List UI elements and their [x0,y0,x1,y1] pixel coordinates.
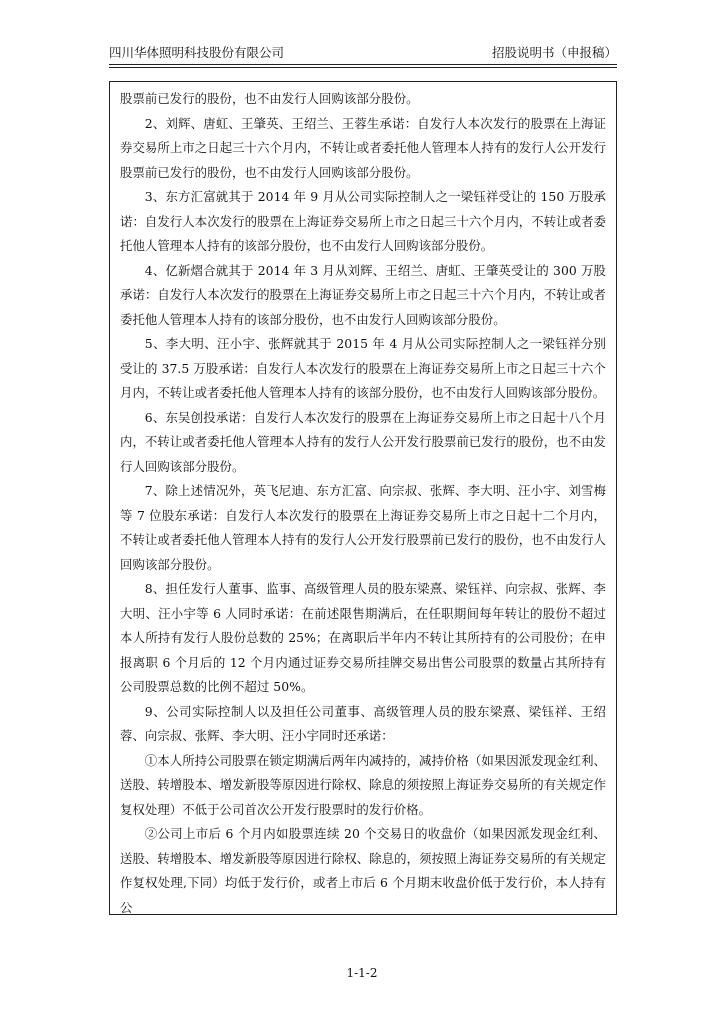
content-box [109,81,617,915]
paragraph: 7、除上述情况外，英飞尼迪、东方汇富、向宗叔、张辉、李大明、汪小宇、刘雪梅等 7 位股东承诺：自发行人本次发行的股票在上海证券交易所上市之日起十二个月内，不转让或者委托他人管理本人持有的发行人公开发行股票前已发行的股份，也不由发行人回购该部分股份。 [120,483,606,572]
page-number: 1-1-2 [346,966,378,980]
content-body [120,87,606,915]
paragraph: ②公司上市后 6 个月内如股票连续 20 个交易日的收盘价（如果因派发现金红利、送股、转增股本、增发新股等原因进行除权、除息的，须按照上海证券交易所的有关规定作复权处理,下同）均低于发行价，或者上市后 6 个月期末收盘价低于发行价，本人持有公 [120,826,606,915]
header-rule-top [109,64,617,65]
paragraph: ①本人所持公司股票在锁定期满后两年内减持的，减持价格（如果因派发现金红利、送股、转增股本、增发新股等原因进行除权、除息的须按照上海证券交易所的有关规定作复权处理）不低于公司首次公开发行股票时的发行价格。 [120,752,606,817]
header-company-name: 四川华体照明科技股份有限公司 [109,45,285,60]
paragraph: 3、东方汇富就其于 2014 年 9 月从公司实际控制人之一梁钰祥受让的 150 万股承诺：自发行人本次发行的股票在上海证券交易所上市之日起三十六个月内，不转让或者委托他人管理本人持有的该部分股份，也不由发行人回购该部分股份。 [120,189,606,253]
page-header [109,44,617,62]
paragraph: 2、刘辉、唐虹、王肇英、王绍兰、王蓉生承诺：自发行人本次发行的股票在上海证券交易所上市之日起三十六个月内，不转让或者委托他人管理本人持有的发行人公开发行股票前已发行的股份，也不由发行人回购该部分股份。 [120,115,606,180]
paragraph: 4、亿新熠合就其于 2014 年 3 月从刘辉、王绍兰、唐虹、王肇英受让的 300 万股承诺：自发行人本次发行的股票在上海证券交易所上市之日起三十六个月内，不转让或者委托他人管理本人持有的该部分股份，也不由发行人回购该部分股份。 [120,262,606,327]
paragraph: 股票前已发行的股份，也不由发行人回购该部分股份。 [120,91,419,106]
header-rule-bottom [109,67,617,68]
paragraph: 6、东吴创投承诺：自发行人本次发行的股票在上海证券交易所上市之日起十八个月内，不转让或者委托他人管理本人持有的发行人公开发行股票前已发行的股份，也不由发行人回购该部分股份。 [120,409,606,474]
header-document-title: 招股说明书（申报稿） [491,45,617,60]
paragraph: 5、李大明、汪小宇、张辉就其于 2015 年 4 月从公司实际控制人之一梁钰祥分别受让的 37.5 万股承诺：自发行人本次发行的股票在上海证券交易所上市之日起三十六个月内，不转让或者委托他人管理本人持有的该部分股份，也不由发行人回购该部分股份。 [120,336,606,400]
paragraph: 9、公司实际控制人以及担任公司董事、高级管理人员的股东梁熹、梁钰祥、王绍蓉、向宗叔、张辉、李大明、汪小宇同时还承诺： [120,703,606,743]
paragraph: 8、担任发行人董事、监事、高级管理人员的股东梁熹、梁钰祥、向宗叔、张辉、李大明、汪小宇等 6 人同时承诺：在前述限售期满后，在任职期间每年转让的股份不超过本人所持有发行人股份总数的 25%；在离职后半年内不转让其所持有的公司股份；在申报离职 6 个月后的 12 个月内通过证券交易所挂牌交易出售公司股票的数量占其所持有公司股票总数的比例不超过 50%。 [120,581,606,694]
